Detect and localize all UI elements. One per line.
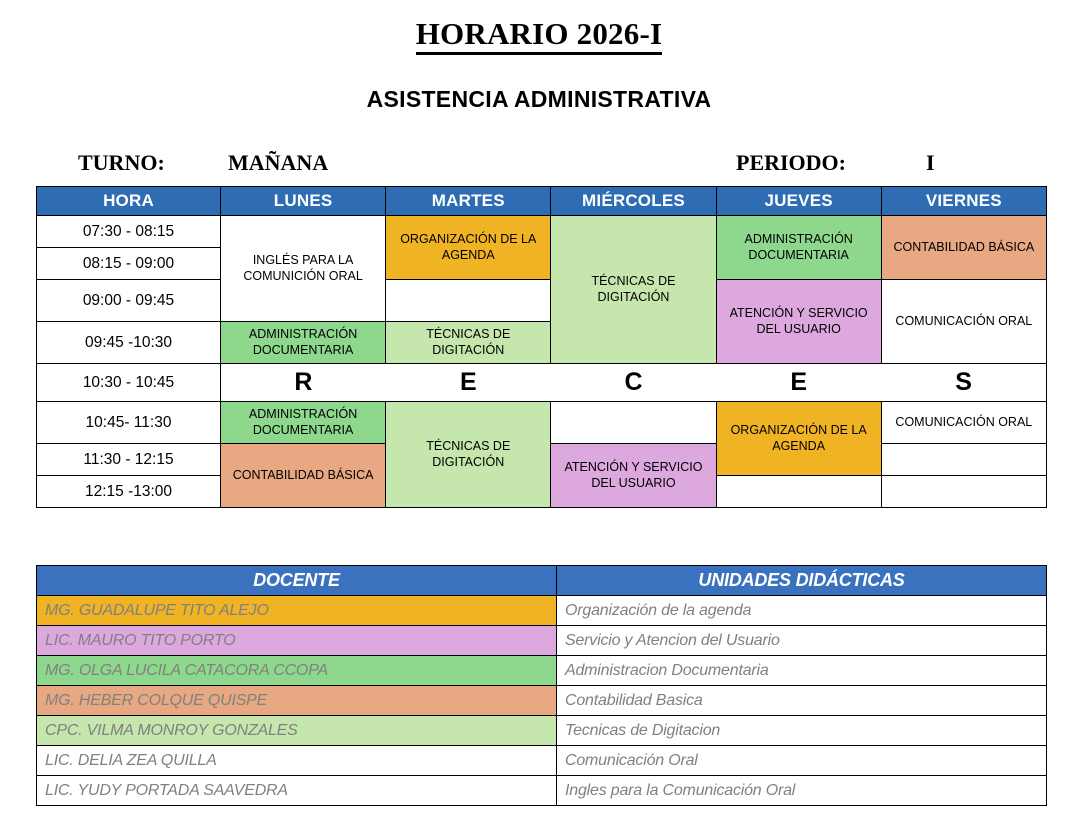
periodo-label: PERIODO: [736,150,846,175]
table-row [37,596,1047,626]
break-letter: C [551,364,716,402]
class-cell-viernes-empty-2[interactable] [881,476,1046,508]
docente-name: LIC. YUDY PORTADA SAAVEDRA [37,776,557,806]
table-row [37,716,1047,746]
schedule-row [37,216,1047,248]
class-cell-lunes-administracion-2[interactable]: ADMINISTRACIÓN DOCUMENTARIA [221,402,386,444]
class-cell-martes-tecnicas-2[interactable]: TÉCNICAS DE DIGITACIÓN [386,402,551,508]
turno-label: TURNO: [78,150,165,175]
turno-value: MAÑANA [228,150,329,175]
docente-unidad: Ingles para la Comunicación Oral [557,776,1047,806]
class-cell-jueves-organizacion[interactable]: ORGANIZACIÓN DE LA AGENDA [716,402,881,476]
docente-name: CPC. VILMA MONROY GONZALES [37,716,557,746]
column-header-lunes: LUNES [221,187,386,216]
break-letter: S [881,364,1046,402]
meta-line [36,150,1046,180]
table-row [37,746,1047,776]
docente-name: MG. HEBER COLQUE QUISPE [37,686,557,716]
column-header-hora: HORA [37,187,221,216]
class-cell-miercoles-empty[interactable] [551,402,716,444]
table-row [37,776,1047,806]
class-cell-viernes-contabilidad[interactable]: CONTABILIDAD BÁSICA [881,216,1046,280]
schedule-row [37,280,1047,322]
time-slot: 07:30 - 08:15 [37,216,221,248]
schedule-header-row [37,187,1047,216]
column-header-jueves: JUEVES [716,187,881,216]
time-slot: 10:45- 11:30 [37,402,221,444]
docente-unidad: Organización de la agenda [557,596,1047,626]
class-cell-jueves-atencion[interactable]: ATENCIÓN Y SERVICIO DEL USUARIO [716,280,881,364]
docente-unidad: Comunicación Oral [557,746,1047,776]
docente-unidad: Contabilidad Basica [557,686,1047,716]
class-cell-jueves-empty[interactable] [716,476,881,508]
break-letter: R [221,364,386,402]
table-row [37,626,1047,656]
page-subtitle: ASISTENCIA ADMINISTRATIVA [366,86,712,112]
class-cell-viernes-empty[interactable] [881,444,1046,476]
page-title-text: HORARIO 2026-I [416,16,663,55]
table-row [37,686,1047,716]
schedule-row [37,402,1047,444]
page-title [0,16,1078,52]
class-cell-martes-organizacion[interactable]: ORGANIZACIÓN DE LA AGENDA [386,216,551,280]
docentes-table [36,565,1047,806]
class-cell-miercoles-atencion[interactable]: ATENCIÓN Y SERVICIO DEL USUARIO [551,444,716,508]
periodo-value: I [926,150,935,175]
column-header-martes: MARTES [386,187,551,216]
time-slot: 09:00 - 09:45 [37,280,221,322]
table-row [37,656,1047,686]
class-cell-miercoles-tecnicas[interactable]: TÉCNICAS DE DIGITACIÓN [551,216,716,364]
docentes-header-row [37,566,1047,596]
docente-unidad: Tecnicas de Digitacion [557,716,1047,746]
docente-name: MG. GUADALUPE TITO ALEJO [37,596,557,626]
column-header-viernes: VIERNES [881,187,1046,216]
time-slot-break: 10:30 - 10:45 [37,364,221,402]
break-letter: E [716,364,881,402]
break-row [37,364,1047,402]
docente-unidad: Servicio y Atencion del Usuario [557,626,1047,656]
time-slot: 08:15 - 09:00 [37,248,221,280]
docente-unidad: Administracion Documentaria [557,656,1047,686]
class-cell-lunes-ingles[interactable]: INGLÉS PARA LA COMUNICIÓN ORAL [221,216,386,322]
break-letter: E [386,364,551,402]
docente-name: LIC. DELIA ZEA QUILLA [37,746,557,776]
column-header-docente: DOCENTE [37,566,557,596]
class-cell-lunes-contabilidad[interactable]: CONTABILIDAD BÁSICA [221,444,386,508]
class-cell-martes-tecnicas[interactable]: TÉCNICAS DE DIGITACIÓN [386,322,551,364]
time-slot: 11:30 - 12:15 [37,444,221,476]
time-slot: 09:45 -10:30 [37,322,221,364]
column-header-miercoles: MIÉRCOLES [551,187,716,216]
docente-name: LIC. MAURO TITO PORTO [37,626,557,656]
schedule-table [36,186,1047,508]
docente-name: MG. OLGA LUCILA CATACORA CCOPA [37,656,557,686]
time-slot: 12:15 -13:00 [37,476,221,508]
column-header-unidades: UNIDADES DIDÁCTICAS [557,566,1047,596]
class-cell-martes-empty[interactable] [386,280,551,322]
class-cell-jueves-administracion[interactable]: ADMINISTRACIÓN DOCUMENTARIA [716,216,881,280]
class-cell-viernes-comunicacion[interactable]: COMUNICACIÓN ORAL [881,280,1046,364]
class-cell-viernes-comunicacion-2[interactable]: COMUNICACIÓN ORAL [881,402,1046,444]
class-cell-lunes-administracion[interactable]: ADMINISTRACIÓN DOCUMENTARIA [221,322,386,364]
